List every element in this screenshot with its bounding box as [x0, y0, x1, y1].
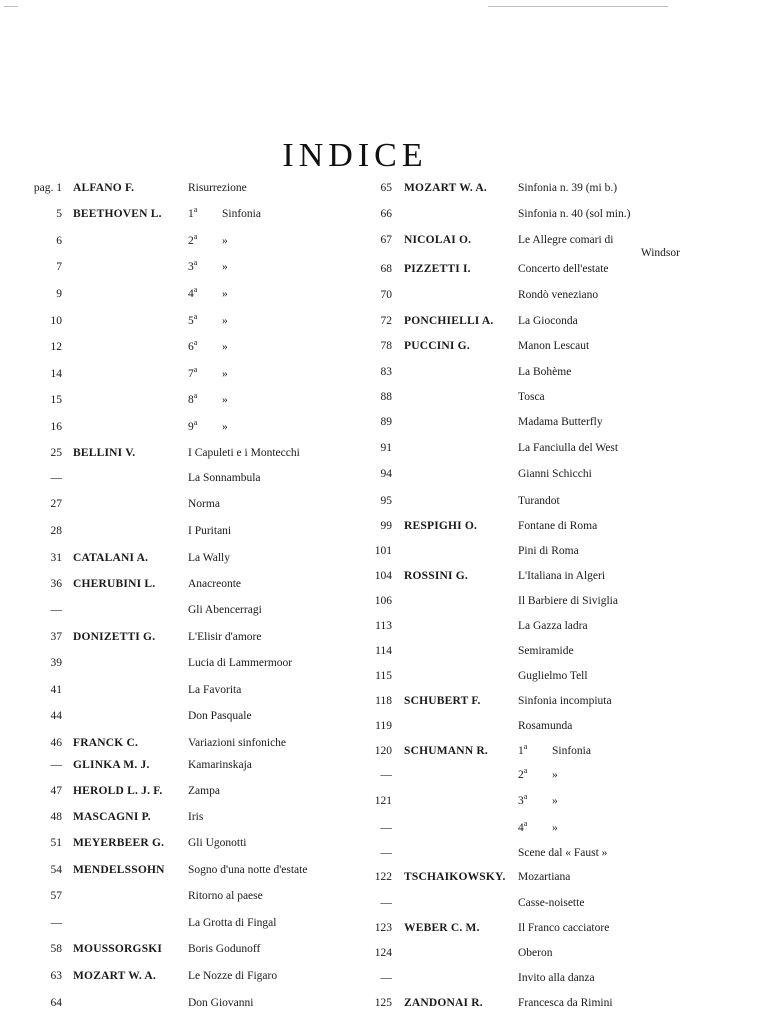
- page-number: 46: [50, 737, 62, 749]
- work-title: 3$^a$ »: [518, 792, 558, 807]
- index-entry: [0, 593, 768, 609]
- page-number: 70: [380, 289, 392, 301]
- index-entry: [0, 258, 768, 277]
- page-number: 67: [380, 234, 392, 246]
- index-entry: [0, 793, 768, 809]
- work-title: 6$^a$ »: [188, 338, 228, 353]
- work-title: La Favorita: [188, 684, 242, 696]
- page-number: 64: [50, 997, 62, 1009]
- page-number: 88: [380, 391, 392, 403]
- index-entry: [0, 389, 768, 405]
- index-entry: [0, 440, 768, 456]
- page-number: —: [380, 847, 392, 859]
- composer-name: MOZART W. A.: [404, 182, 487, 194]
- work-title: Il Franco cacciatore: [518, 922, 610, 934]
- composer-name: FRANCK C.: [73, 737, 139, 749]
- page-number: —: [380, 822, 392, 834]
- page-number: 78: [380, 340, 392, 352]
- work-title: 2$^a$ »: [188, 232, 228, 247]
- index-entry: [0, 180, 768, 196]
- composer-name: WEBER C. M.: [404, 922, 480, 934]
- page-number: 27: [50, 498, 62, 510]
- work-title: La Grotta di Fingal: [188, 917, 277, 929]
- work-title: La Gioconda: [518, 315, 578, 327]
- index-entry: [0, 206, 768, 222]
- index-entry: [0, 543, 768, 559]
- work-title: 8$^a$ »: [188, 391, 228, 406]
- composer-name: PIZZETTI I.: [404, 263, 471, 275]
- index-entry: [0, 414, 768, 430]
- index-entry: [0, 338, 768, 354]
- work-title: Rosamunda: [518, 720, 573, 732]
- page-number: 63: [50, 970, 62, 982]
- page-number: 5: [56, 208, 62, 220]
- work-title: Lucia di Lammermoor: [188, 657, 293, 669]
- index-entry: [0, 995, 768, 1011]
- work-title: Sinfonia n. 40 (sol min.): [518, 208, 631, 220]
- work-title: Sogno d'una notte d'estate: [188, 864, 308, 876]
- work-title: Mozartiana: [518, 871, 571, 883]
- index-entry: [0, 643, 768, 659]
- composer-name: SCHUMANN R.: [404, 745, 488, 757]
- work-title: La Sonnambula: [188, 472, 261, 484]
- composer-name: SCHUBERT F.: [404, 695, 481, 707]
- work-title: La Gazza ladra: [518, 620, 588, 632]
- work-title: 2$^a$ »: [518, 766, 558, 781]
- index-entry: [0, 568, 768, 584]
- page-number: 118: [375, 695, 392, 707]
- page-number: 44: [50, 710, 62, 722]
- work-title: 5$^a$ »: [188, 312, 228, 327]
- work-title: Gli Abencerragi: [188, 604, 262, 616]
- index-entry: [0, 895, 768, 911]
- index-entry: [0, 970, 768, 986]
- work-title: 7$^a$ »: [188, 365, 228, 380]
- work-title: I Puritani: [188, 525, 232, 537]
- work-title: Il Barbiere di Siviglia: [518, 595, 618, 607]
- index-entry: [0, 493, 768, 509]
- index-entry: [0, 313, 768, 329]
- composer-name: MASCAGNI P.: [73, 811, 151, 823]
- page-number: 68: [380, 263, 392, 275]
- work-title: Sinfonia n. 39 (mi b.): [518, 182, 618, 194]
- work-title: Scene dal « Faust »: [518, 847, 608, 859]
- page-number: —: [380, 769, 392, 781]
- composer-name: HEROLD L. J. F.: [73, 785, 163, 797]
- page-number: 48: [50, 811, 62, 823]
- page-number: 41: [50, 684, 62, 696]
- work-title: Semiramide: [518, 645, 574, 657]
- composer-name: GLINKA M. J.: [73, 759, 150, 771]
- page-number: —: [50, 759, 62, 771]
- index-entry: [0, 466, 768, 482]
- composer-name: NICOLAI O.: [404, 234, 472, 246]
- page-number: —: [380, 972, 392, 984]
- index-entry: [0, 920, 768, 936]
- composer-name: PONCHIELLI A.: [404, 315, 494, 327]
- page-number: 113: [375, 620, 392, 632]
- work-title: Risurrezione: [188, 182, 247, 194]
- work-title: Zampa: [188, 785, 220, 797]
- page-number: 104: [374, 570, 392, 582]
- page-number: 89: [380, 416, 392, 428]
- page-number: 10: [50, 315, 62, 327]
- work-title: Rondò veneziano: [518, 289, 599, 301]
- work-title-continuation: Windsor: [640, 247, 680, 259]
- index-entry: [0, 718, 768, 734]
- page-number: 39: [50, 657, 62, 669]
- page-number: 125: [374, 997, 392, 1009]
- work-title: Madama Butterfly: [518, 416, 603, 428]
- page-number: 72: [380, 315, 392, 327]
- page-number: 51: [50, 837, 62, 849]
- composer-name: CHERUBINI L.: [73, 578, 156, 590]
- work-title: Gli Ugonotti: [188, 837, 247, 849]
- page-number: 9: [56, 288, 62, 300]
- composer-name: BELLINI V.: [73, 447, 136, 459]
- work-title: Ritorno al paese: [188, 890, 263, 902]
- page-number: 54: [50, 864, 62, 876]
- composer-name: ZANDONAI R.: [404, 997, 483, 1009]
- index-entry: [0, 743, 768, 759]
- index-entry: [0, 287, 768, 303]
- work-title: Iris: [188, 811, 204, 823]
- composer-name: MOUSSORGSKI: [73, 943, 163, 955]
- index-entry: [0, 668, 768, 684]
- work-title: Fontane di Roma: [518, 520, 598, 532]
- index-entry: [0, 693, 768, 709]
- page-number: 123: [374, 922, 392, 934]
- work-title: La Bohème: [518, 366, 572, 378]
- work-title: L'Italiana in Algeri: [518, 570, 606, 582]
- page-number: 99: [380, 520, 392, 532]
- work-title: Pini di Roma: [518, 545, 579, 557]
- composer-name: DONIZETTI G.: [73, 631, 156, 643]
- page-number: 66: [380, 208, 392, 220]
- page-number: 122: [374, 871, 392, 883]
- page-number: 95: [380, 495, 392, 507]
- index-entry: [0, 767, 768, 783]
- composer-name: MENDELSSOHN: [73, 864, 165, 876]
- composer-name: BEETHOVEN L.: [73, 208, 162, 220]
- work-title: 3$^a$ »: [188, 258, 228, 273]
- composer-name: TSCHAIKOWSKY.: [404, 871, 506, 883]
- work-title: Casse-noisette: [518, 897, 585, 909]
- work-title: 4$^a$ »: [518, 819, 558, 834]
- composer-name: RESPIGHI O.: [404, 520, 478, 532]
- page-number: 15: [50, 394, 62, 406]
- work-title: Tosca: [518, 391, 545, 403]
- page-number: 47: [50, 785, 62, 797]
- work-title: 1$^a$ Sinfonia: [188, 205, 261, 220]
- work-title: La Wally: [188, 552, 230, 564]
- scan-mark-top: [488, 6, 668, 7]
- work-title: Manon Lescaut: [518, 340, 590, 352]
- work-title: Gianni Schicchi: [518, 468, 592, 480]
- page-number: 37: [50, 631, 62, 643]
- work-title: 1$^a$ Sinfonia: [518, 742, 591, 757]
- page-number: —: [380, 897, 392, 909]
- composer-name: MEYERBEER G.: [73, 837, 165, 849]
- page-number: 14: [50, 368, 62, 380]
- work-title: Le Allegre comari di: [518, 234, 614, 246]
- page-number: 28: [50, 525, 62, 537]
- work-title: Concerto dell'estate: [518, 263, 609, 275]
- page-number: 120: [374, 745, 392, 757]
- page-number: 12: [50, 341, 62, 353]
- page-number: 121: [374, 795, 392, 807]
- work-title: Kamarinskaja: [188, 759, 252, 771]
- composer-name: CATALANI A.: [73, 552, 149, 564]
- index-entry: [0, 945, 768, 961]
- work-title: Oberon: [518, 947, 553, 959]
- composer-name: PUCCINI G.: [404, 340, 470, 352]
- page-number: 91: [380, 442, 392, 454]
- work-title: Boris Godunoff: [188, 943, 261, 955]
- page-number: 57: [50, 890, 62, 902]
- work-title: Norma: [188, 498, 220, 510]
- work-title: Anacreonte: [188, 578, 241, 590]
- page-number: 7: [56, 261, 62, 273]
- work-title: I Capuleti e i Montecchi: [188, 447, 300, 459]
- composer-name: ALFANO F.: [73, 182, 135, 194]
- work-title: Variazioni sinfoniche: [188, 737, 287, 749]
- page-number: 94: [380, 468, 392, 480]
- work-title: L'Elisir d'amore: [188, 631, 262, 643]
- work-title: Don Pasquale: [188, 710, 252, 722]
- page-number: 101: [374, 545, 392, 557]
- page-number: 31: [50, 552, 62, 564]
- page-number: 36: [50, 578, 62, 590]
- index-entry: [0, 618, 768, 634]
- index-entry: [0, 364, 768, 380]
- work-title: 9$^a$ »: [188, 418, 228, 433]
- work-title: Turandot: [518, 495, 560, 507]
- page-number: 119: [375, 720, 392, 732]
- page-number: 6: [56, 235, 62, 247]
- index-entry: [0, 518, 768, 534]
- page-number: 25: [50, 447, 62, 459]
- page-title: INDICE: [282, 136, 428, 174]
- work-title: Le Nozze di Figaro: [188, 970, 278, 982]
- page-number: 124: [374, 947, 392, 959]
- page-number: —: [50, 472, 62, 484]
- page-number: pag. 1: [33, 182, 62, 194]
- index-entry: [0, 845, 768, 861]
- index-entry: [0, 869, 768, 885]
- work-title: Guglielmo Tell: [518, 670, 588, 682]
- composer-name: ROSSINI G.: [404, 570, 468, 582]
- page-number: 16: [50, 421, 62, 433]
- work-title: Don Giovanni: [188, 997, 254, 1009]
- page-number: 114: [375, 645, 392, 657]
- page-number: 83: [380, 366, 392, 378]
- work-title: Invito alla danza: [518, 972, 595, 984]
- work-title: La Fanciulla del West: [518, 442, 619, 454]
- page-number: 106: [374, 595, 392, 607]
- page-number: 115: [375, 670, 392, 682]
- work-title: Sinfonia incompiuta: [518, 695, 612, 707]
- composer-name: MOZART W. A.: [73, 970, 156, 982]
- work-title: Francesca da Rimini: [518, 997, 613, 1009]
- scan-mark-left: [4, 6, 18, 7]
- work-title: 4$^a$ »: [188, 285, 228, 300]
- page-number: 58: [50, 943, 62, 955]
- page-number: —: [50, 917, 62, 929]
- page-number: 65: [380, 182, 392, 194]
- index-entry: [0, 820, 768, 836]
- page-number: —: [50, 604, 62, 616]
